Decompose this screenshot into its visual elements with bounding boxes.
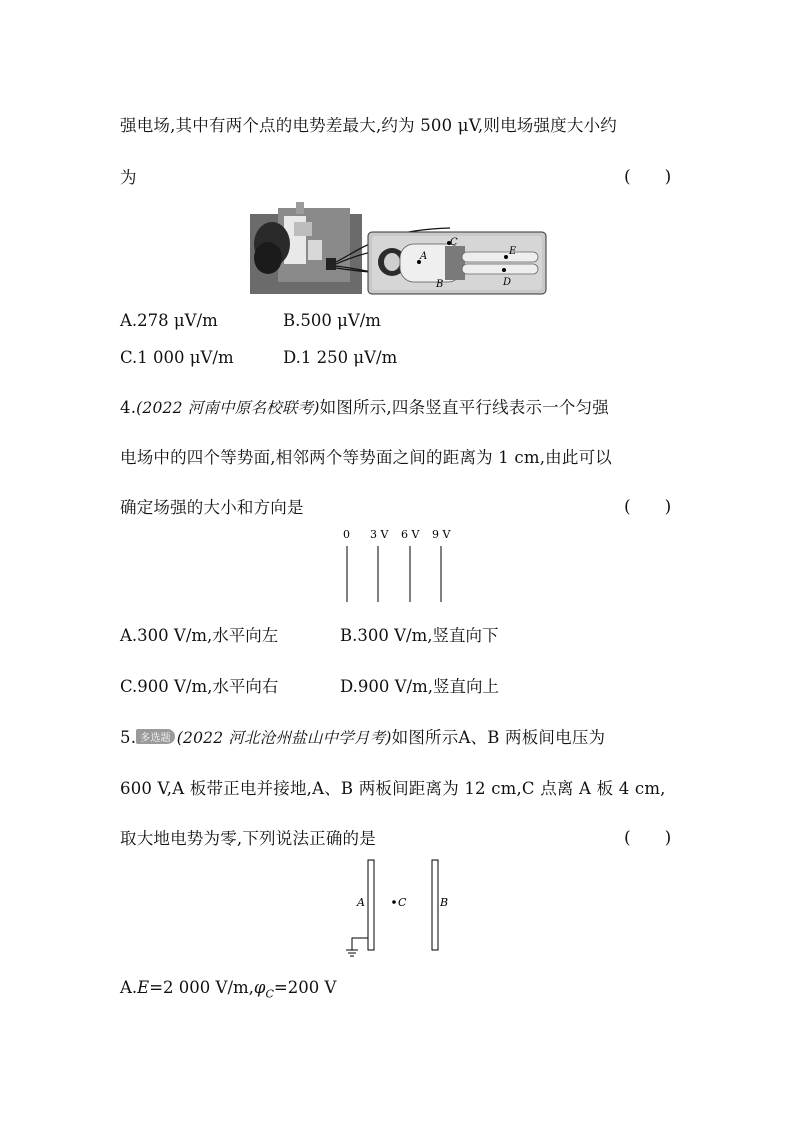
q4-fig-label-0: 0 (343, 528, 350, 541)
q3-option-a: A.278 μV/m (120, 311, 218, 330)
q5-fig-label-b: B (440, 896, 449, 909)
q3-line-1: 强电场,其中有两个点的电势差最大,约为 500 μV,则电场强度大小约 (120, 116, 617, 135)
q4-fig-label-9v: 9 V (432, 528, 451, 541)
q3-option-c: C.1 000 μV/m (120, 348, 234, 367)
q5-fig-label-c: C (398, 896, 407, 909)
q5-answer-paren: ( ) (624, 828, 672, 848)
q3-fig-label-c: C (450, 237, 458, 248)
q3-fig-label-e: E (509, 246, 517, 257)
q4-fig-label-3v: 3 V (370, 528, 389, 541)
q4-option-c: C.900 V/m,水平向右 (120, 677, 279, 696)
q5-option-a: A.E=2 000 $V/m,\varphi_C=200$ V (120, 978, 337, 1001)
q5-line-1-text: 如图所示A、B 两板间电压为 (391, 728, 606, 747)
q4-option-d: D.900 V/m,竖直向上 (340, 677, 499, 696)
q4-option-b: B.300 V/m,竖直向下 (340, 626, 499, 645)
q3-fig-label-d: D (503, 277, 512, 288)
q4-number: 4. (120, 398, 137, 417)
q3-fig-label-a: A (420, 251, 428, 262)
q4-source: (2022 河南中原名校联考) (136, 399, 320, 417)
q4-line-2: 电场中的四个等势面,相邻两个等势面之间的距离为 1 cm,由此可以 (120, 448, 612, 467)
q5-source: (2022 河北沧州盐山中学月考) (176, 729, 392, 747)
q5-fig-label-a: A (357, 896, 365, 909)
q5-line-1 (120, 724, 605, 748)
q5-multi-choice-tag: 多选题 (136, 729, 175, 744)
q3-fig-label-b: B (436, 279, 444, 290)
q5-number: 5. (120, 728, 137, 747)
q4-line-1 (120, 394, 609, 418)
q3-figure (250, 200, 548, 296)
q4-option-a: A.300 V/m,水平向左 (120, 626, 279, 645)
q3-answer-paren: ( ) (624, 167, 672, 187)
q4-line-1-text: 如图所示,四条竖直平行线表示一个匀强 (319, 398, 609, 417)
q3-option-d: D.1 250 μV/m (283, 348, 398, 367)
q5-line-2: 600 V,A 板带正电并接地,A、B 两板间距离为 12 cm,C 点离 A 板 4 cm, (120, 779, 666, 798)
q4-answer-paren: ( ) (624, 497, 672, 517)
q4-figure (330, 524, 460, 604)
q4-fig-label-6v: 6 V (401, 528, 420, 541)
q3-option-b: B.500 μV/m (283, 311, 381, 330)
q4-line-3: 确定场强的大小和方向是 (120, 498, 304, 517)
q5-figure (340, 856, 460, 962)
q3-line-2: 为 (120, 168, 137, 187)
q5-line-3: 取大地电势为零,下列说法正确的是 (120, 829, 376, 848)
